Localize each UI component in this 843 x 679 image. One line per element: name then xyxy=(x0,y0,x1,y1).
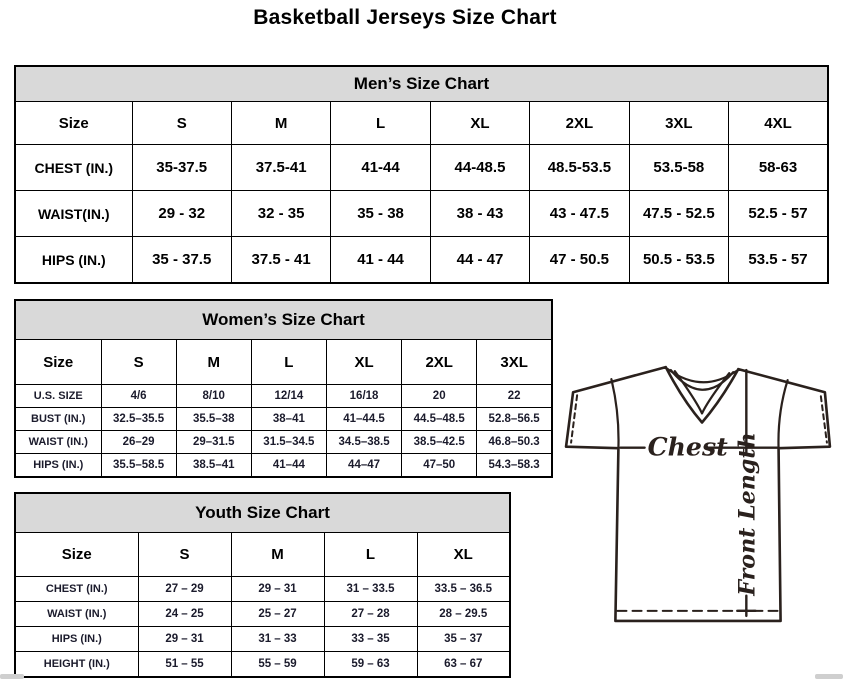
front-length-label: Front Length xyxy=(734,432,761,596)
jersey-right-sleeve-seam xyxy=(778,380,787,447)
mens-table-row xyxy=(15,191,828,237)
mens-size-header-cell: Size xyxy=(15,102,132,145)
youth-column-header-l: L xyxy=(324,533,417,577)
womens-value-cell: 16/18 xyxy=(326,385,401,408)
womens-table-row xyxy=(15,431,552,454)
jersey-outline-drawing xyxy=(560,362,840,630)
mens-column-header-3xl: 3XL xyxy=(629,102,728,145)
womens-value-cell: 35.5–38 xyxy=(176,408,251,431)
youth-value-cell: 31 – 33.5 xyxy=(324,577,417,602)
womens-value-cell: 52.8–56.5 xyxy=(477,408,552,431)
youth-column-header-xl: XL xyxy=(417,533,510,577)
youth-value-cell: 63 – 67 xyxy=(417,652,510,678)
youth-column-header-s: S xyxy=(138,533,231,577)
womens-value-cell: 44–47 xyxy=(326,454,401,478)
jersey-measurement-diagram xyxy=(560,362,840,630)
mens-column-header-m: M xyxy=(231,102,330,145)
mens-table-row xyxy=(15,237,828,284)
youth-value-cell: 29 – 31 xyxy=(138,627,231,652)
youth-value-cell: 28 – 29.5 xyxy=(417,602,510,627)
chest-label: Chest xyxy=(647,431,728,462)
mens-column-header-l: L xyxy=(331,102,430,145)
womens-value-cell: 35.5–58.5 xyxy=(101,454,176,478)
mens-value-cell: 53.5-58 xyxy=(629,145,728,191)
womens-column-header-l: L xyxy=(251,340,326,385)
womens-value-cell: 26–29 xyxy=(101,431,176,454)
womens-value-cell: 38.5–42.5 xyxy=(402,431,477,454)
mens-row-label: WAIST(IN.) xyxy=(15,191,132,237)
womens-value-cell: 38.5–41 xyxy=(176,454,251,478)
youth-table-row xyxy=(15,602,510,627)
mens-chart-title: Men’s Size Chart xyxy=(15,66,828,102)
mens-value-cell: 38 - 43 xyxy=(430,191,529,237)
womens-chart-title: Women’s Size Chart xyxy=(15,300,552,340)
mens-value-cell: 52.5 - 57 xyxy=(729,191,828,237)
womens-column-header-2xl: 2XL xyxy=(402,340,477,385)
mens-row-label: CHEST (IN.) xyxy=(15,145,132,191)
womens-table-row xyxy=(15,385,552,408)
mens-value-cell: 58-63 xyxy=(729,145,828,191)
youth-row-label: CHEST (IN.) xyxy=(15,577,138,602)
womens-column-header-xl: XL xyxy=(326,340,401,385)
mens-value-cell: 47.5 - 52.5 xyxy=(629,191,728,237)
womens-value-cell: 20 xyxy=(402,385,477,408)
womens-value-cell: 46.8–50.3 xyxy=(477,431,552,454)
mens-size-table xyxy=(14,65,829,284)
womens-value-cell: 54.3–58.3 xyxy=(477,454,552,478)
mens-value-cell: 35-37.5 xyxy=(132,145,231,191)
mens-value-cell: 48.5-53.5 xyxy=(530,145,629,191)
mens-value-cell: 32 - 35 xyxy=(231,191,330,237)
mens-value-cell: 44 - 47 xyxy=(430,237,529,284)
womens-value-cell: 31.5–34.5 xyxy=(251,431,326,454)
youth-value-cell: 25 – 27 xyxy=(231,602,324,627)
womens-value-cell: 47–50 xyxy=(402,454,477,478)
womens-value-cell: 22 xyxy=(477,385,552,408)
womens-table-row xyxy=(15,454,552,478)
womens-value-cell: 38–41 xyxy=(251,408,326,431)
youth-value-cell: 24 – 25 xyxy=(138,602,231,627)
womens-column-header-m: M xyxy=(176,340,251,385)
youth-table-row xyxy=(15,652,510,678)
youth-chart-title: Youth Size Chart xyxy=(15,493,510,533)
youth-value-cell: 51 – 55 xyxy=(138,652,231,678)
horizontal-scrollbar-fragment-left[interactable] xyxy=(0,674,24,679)
youth-value-cell: 27 – 29 xyxy=(138,577,231,602)
youth-table-row xyxy=(15,577,510,602)
womens-value-cell: 41–44 xyxy=(251,454,326,478)
mens-row-label: HIPS (IN.) xyxy=(15,237,132,284)
womens-size-header-cell: Size xyxy=(15,340,101,385)
womens-column-header-s: S xyxy=(101,340,176,385)
mens-column-header-4xl: 4XL xyxy=(729,102,828,145)
mens-value-cell: 35 - 37.5 xyxy=(132,237,231,284)
youth-size-header-cell: Size xyxy=(15,533,138,577)
womens-value-cell: 41–44.5 xyxy=(326,408,401,431)
jersey-left-sleeve-seam xyxy=(611,379,618,447)
womens-size-table xyxy=(14,299,553,478)
youth-value-cell: 27 – 28 xyxy=(324,602,417,627)
womens-row-label: BUST (IN.) xyxy=(15,408,101,431)
youth-value-cell: 31 – 33 xyxy=(231,627,324,652)
mens-value-cell: 50.5 - 53.5 xyxy=(629,237,728,284)
womens-row-label: WAIST (IN.) xyxy=(15,431,101,454)
mens-value-cell: 43 - 47.5 xyxy=(530,191,629,237)
mens-value-cell: 35 - 38 xyxy=(331,191,430,237)
womens-row-label: HIPS (IN.) xyxy=(15,454,101,478)
youth-row-label: HIPS (IN.) xyxy=(15,627,138,652)
womens-value-cell: 12/14 xyxy=(251,385,326,408)
mens-value-cell: 53.5 - 57 xyxy=(729,237,828,284)
mens-table-row xyxy=(15,145,828,191)
horizontal-scrollbar-fragment-right[interactable] xyxy=(815,674,843,679)
youth-value-cell: 29 – 31 xyxy=(231,577,324,602)
youth-value-cell: 35 – 37 xyxy=(417,627,510,652)
youth-value-cell: 33.5 – 36.5 xyxy=(417,577,510,602)
mens-value-cell: 47 - 50.5 xyxy=(530,237,629,284)
mens-column-header-s: S xyxy=(132,102,231,145)
youth-value-cell: 33 – 35 xyxy=(324,627,417,652)
mens-column-header-xl: XL xyxy=(430,102,529,145)
mens-value-cell: 37.5 - 41 xyxy=(231,237,330,284)
mens-value-cell: 29 - 32 xyxy=(132,191,231,237)
youth-size-table xyxy=(14,492,511,678)
womens-column-header-3xl: 3XL xyxy=(477,340,552,385)
youth-table-row xyxy=(15,627,510,652)
youth-value-cell: 59 – 63 xyxy=(324,652,417,678)
womens-value-cell: 29–31.5 xyxy=(176,431,251,454)
womens-value-cell: 44.5–48.5 xyxy=(402,408,477,431)
mens-value-cell: 44-48.5 xyxy=(430,145,529,191)
mens-value-cell: 41 - 44 xyxy=(331,237,430,284)
youth-row-label: HEIGHT (IN.) xyxy=(15,652,138,678)
mens-value-cell: 37.5-41 xyxy=(231,145,330,191)
womens-value-cell: 32.5–35.5 xyxy=(101,408,176,431)
mens-value-cell: 41-44 xyxy=(331,145,430,191)
womens-value-cell: 4/6 xyxy=(101,385,176,408)
youth-value-cell: 55 – 59 xyxy=(231,652,324,678)
youth-row-label: WAIST (IN.) xyxy=(15,602,138,627)
womens-row-label: U.S. SIZE xyxy=(15,385,101,408)
womens-value-cell: 34.5–38.5 xyxy=(326,431,401,454)
womens-value-cell: 8/10 xyxy=(176,385,251,408)
youth-column-header-m: M xyxy=(231,533,324,577)
mens-column-header-2xl: 2XL xyxy=(530,102,629,145)
womens-table-row xyxy=(15,408,552,431)
page-title: Basketball Jerseys Size Chart xyxy=(253,6,557,29)
